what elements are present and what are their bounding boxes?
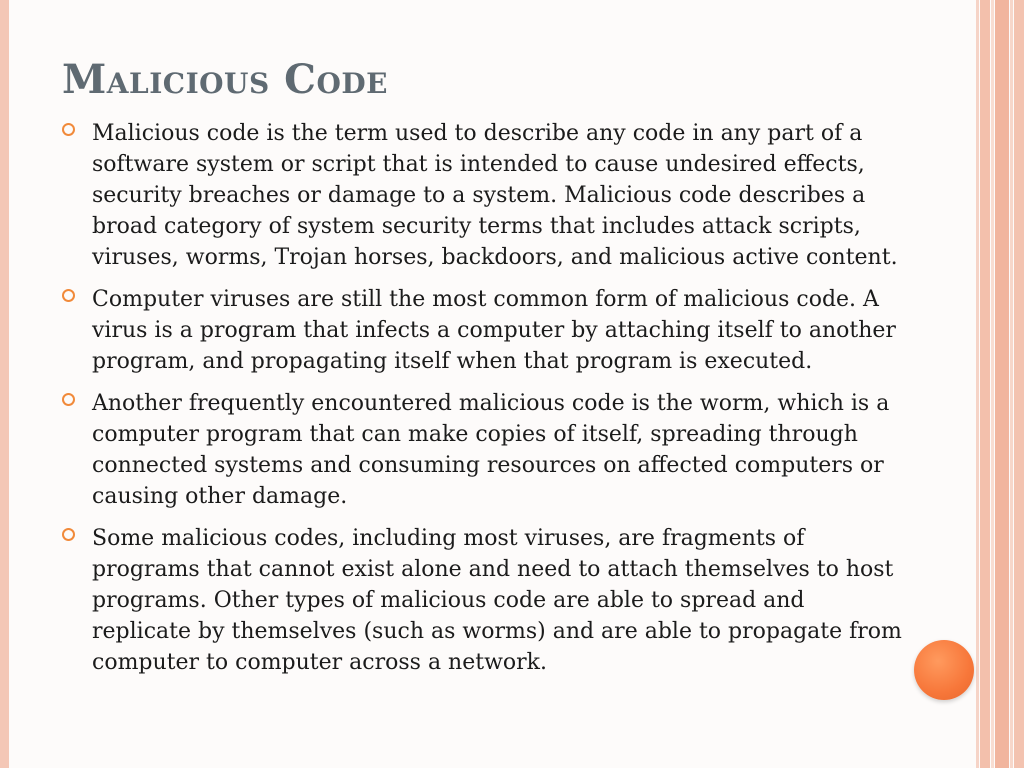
decor-stripe — [995, 0, 1009, 768]
decor-stripe — [980, 0, 990, 768]
bullet-text: Another frequently encountered malicious code is the worm, which is a computer program that can make copies of itself, spreading through connected systems and consuming resources on affected computers or causing other damage. — [92, 391, 890, 509]
decor-stripe — [1014, 0, 1024, 768]
bullet-item — [62, 388, 902, 512]
decor-stripe — [991, 0, 994, 768]
bullet-item — [62, 118, 902, 273]
decor-stripe — [976, 0, 979, 768]
bullet-text: Computer viruses are still the most common form of malicious code. A virus is a program that infects a computer by attaching itself to another program, and propagating itself when that program is executed. — [92, 287, 896, 374]
hollow-circle-bullet-icon — [62, 528, 75, 541]
bullet-text: Some malicious codes, including most viruses, are fragments of programs that cannot exist alone and need to attach themselves to host programs. Other types of malicious code are able to spread and replicate by themselves (such as worms) and are able to propagate from computer to computer across a network. — [92, 526, 902, 675]
hollow-circle-bullet-icon — [62, 393, 75, 406]
bullet-text: Malicious code is the term used to describe any code in any part of a software system or script that is intended to cause undesired effects, security breaches or damage to a system. Malicious code describes a broad category of system security terms that includes attack scripts, viruses, worms, Trojan horses, backdoors, and malicious active content. — [92, 121, 898, 270]
hollow-circle-bullet-icon — [62, 123, 75, 136]
slide-title: Malicious Code — [62, 56, 388, 103]
right-decor-stripes — [976, 0, 1024, 768]
decor-stripe — [1010, 0, 1013, 768]
bullet-item — [62, 284, 902, 377]
hollow-circle-bullet-icon — [62, 289, 75, 302]
orange-circle-icon — [914, 640, 974, 700]
left-decor-band — [0, 0, 9, 768]
bullet-list — [62, 118, 902, 689]
bullet-item — [62, 523, 902, 678]
